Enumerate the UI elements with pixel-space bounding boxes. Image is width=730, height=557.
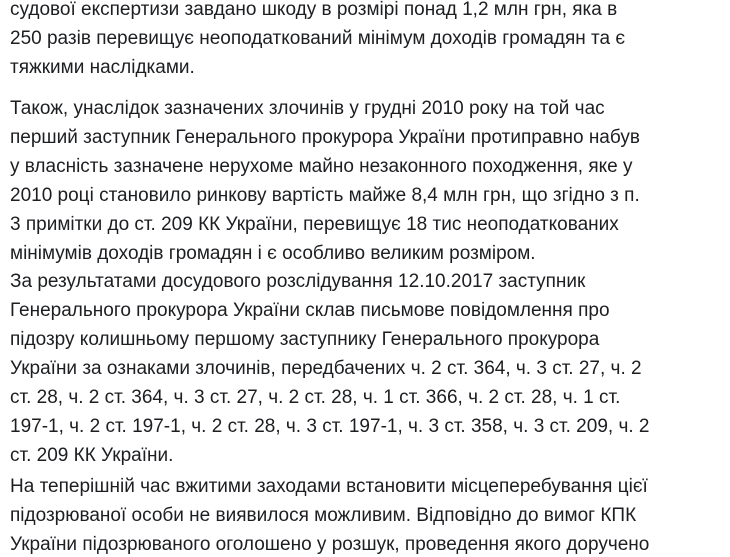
text-line: перший заступник Генерального прокурора України протиправно набув xyxy=(10,127,640,148)
text-line: 197-1, ч. 2 ст. 197-1, ч. 2 ст. 28, ч. 3 ст. 197-1, ч. 3 ст. 358, ч. 3 ст. 209, ч. 2 xyxy=(10,416,650,437)
text-line: у власність зазначене нерухоме майно незаконного походження, яке у xyxy=(10,156,633,177)
text-line: підозрюваної особи не виявилося можливим. Відповідно до вимог КПК xyxy=(10,505,637,526)
text-line: мінімумів доходів громадян і є особливо великим розміром. xyxy=(10,243,536,264)
text-line: 3 примітки до ст. 209 КК України, перевищує 18 тис неоподаткованих xyxy=(10,214,619,235)
text-line: ст. 28, ч. 2 ст. 364, ч. 3 ст. 27, ч. 2 ст. 28, ч. 1 ст. 366, ч. 2 ст. 28, ч. 1 ст. xyxy=(10,387,621,408)
text-line: Також, унаслідок зазначених злочинів у грудні 2010 року на той час xyxy=(10,98,605,119)
text-line: На теперішній час вжитими заходами встановити місцеперебування цієї xyxy=(10,476,648,497)
text-line: ст. 209 КК України. xyxy=(10,445,174,466)
paragraph-1 xyxy=(10,0,625,82)
text-line: тяжкими наслідками. xyxy=(10,57,195,78)
text-line: підозру колишньому першому заступнику Генерального прокурора xyxy=(10,329,600,350)
paragraph-2 xyxy=(10,94,640,268)
text-line: судової експертизи завдано шкоду в розмірі понад 1,2 млн грн, яка в xyxy=(10,0,618,20)
paragraph-3 xyxy=(10,267,649,470)
text-line: 2010 році становило ринкову вартість майже 8,4 млн грн, що згідно з п. xyxy=(10,185,640,206)
text-line: 250 разів перевищує неоподаткований мінімум доходів громадян та є xyxy=(10,28,626,49)
paragraph-4 xyxy=(10,472,649,557)
text-line: За результатами досудового розслідування 12.10.2017 заступник xyxy=(10,271,586,292)
text-line: України підозрюваного оголошено у розшук, проведення якого доручено xyxy=(10,534,650,555)
text-line: Генерального прокурора України склав письмове повідомлення про xyxy=(10,300,610,321)
text-line: України за ознаками злочинів, передбачених ч. 2 ст. 364, ч. 3 ст. 27, ч. 2 xyxy=(10,358,642,379)
